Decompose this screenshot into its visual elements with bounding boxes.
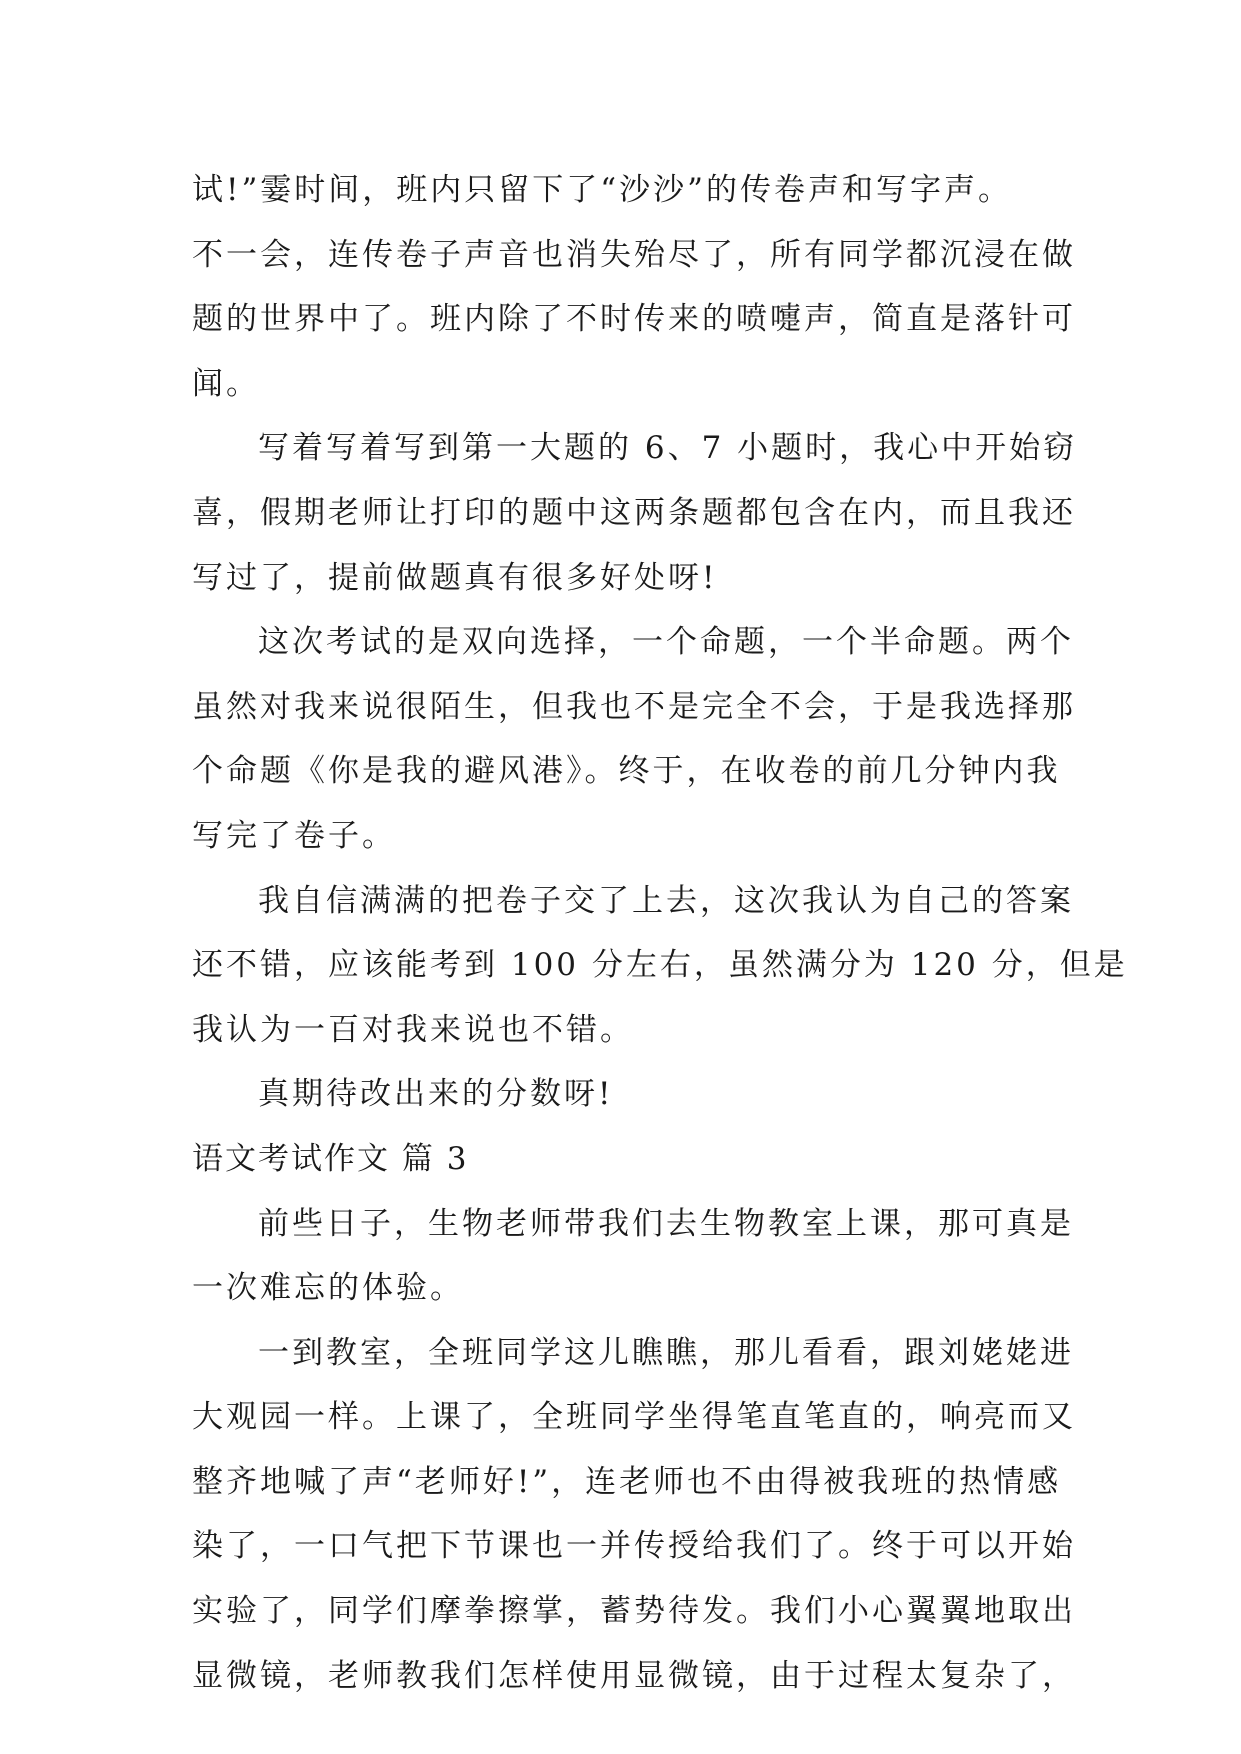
text-line: 实验了，同学们摩拳擦掌，蓄势待发。我们小心翼翼地取出 [192, 1593, 1076, 1630]
text-line: 个命题《你是我的避风港》。终于，在收卷的前几分钟内我 [192, 753, 1061, 790]
text-line: 闻。 [192, 365, 260, 402]
paragraph-first-line: 一到教室，全班同学这儿瞧瞧，那儿看看，跟刘姥姥进 [258, 1334, 1074, 1371]
text-line: 不一会，连传卷子声音也消失殆尽了，所有同学都沉浸在做 [192, 236, 1076, 273]
text-line: 显微镜，老师教我们怎样使用显微镜，由于过程太复杂了， [192, 1657, 1076, 1694]
paragraph-first-line: 我自信满满的把卷子交了上去，这次我认为自己的答案 [258, 882, 1074, 919]
text-line: 还不错，应该能考到 100 分左右，虽然满分为 120 分，但是 [192, 947, 1128, 984]
text-line: 虽然对我来说很陌生，但我也不是完全不会，于是我选择那 [192, 688, 1076, 725]
text-line: 写过了，提前做题真有很多好处呀! [192, 559, 718, 596]
text-line: 染了，一口气把下节课也一并传授给我们了。终于可以开始 [192, 1528, 1076, 1565]
paragraph-first-line: 前些日子，生物老师带我们去生物教室上课，那可真是 [258, 1205, 1074, 1242]
document-body [192, 158, 1128, 1708]
paragraph-first-line: 这次考试的是双向选择，一个命题，一个半命题。两个 [258, 624, 1074, 661]
text-line: 我认为一百对我来说也不错。 [192, 1011, 634, 1048]
text-line: 试!”霎时间，班内只留下了“沙沙”的传卷声和写字声。 [192, 172, 1012, 208]
section-heading: 语文考试作文 篇 3 [192, 1140, 469, 1177]
text-line: 一次难忘的体验。 [192, 1270, 464, 1307]
paragraph-first-line: 真期待改出来的分数呀! [258, 1076, 614, 1113]
text-line: 喜，假期老师让打印的题中这两条题都包含在内，而且我还 [192, 494, 1076, 531]
text-line: 写完了卷子。 [192, 817, 396, 854]
text-line: 题的世界中了。班内除了不时传来的喷嚏声，简直是落针可 [192, 301, 1076, 338]
text-line: 大观园一样。上课了，全班同学坐得笔直笔直的，响亮而又 [192, 1399, 1076, 1436]
text-line: 整齐地喊了声“老师好!”，连老师也不由得被我班的热情感 [192, 1463, 1062, 1500]
paragraph-first-line: 写着写着写到第一大题的 6、7 小题时，我心中开始窃 [258, 430, 1078, 467]
